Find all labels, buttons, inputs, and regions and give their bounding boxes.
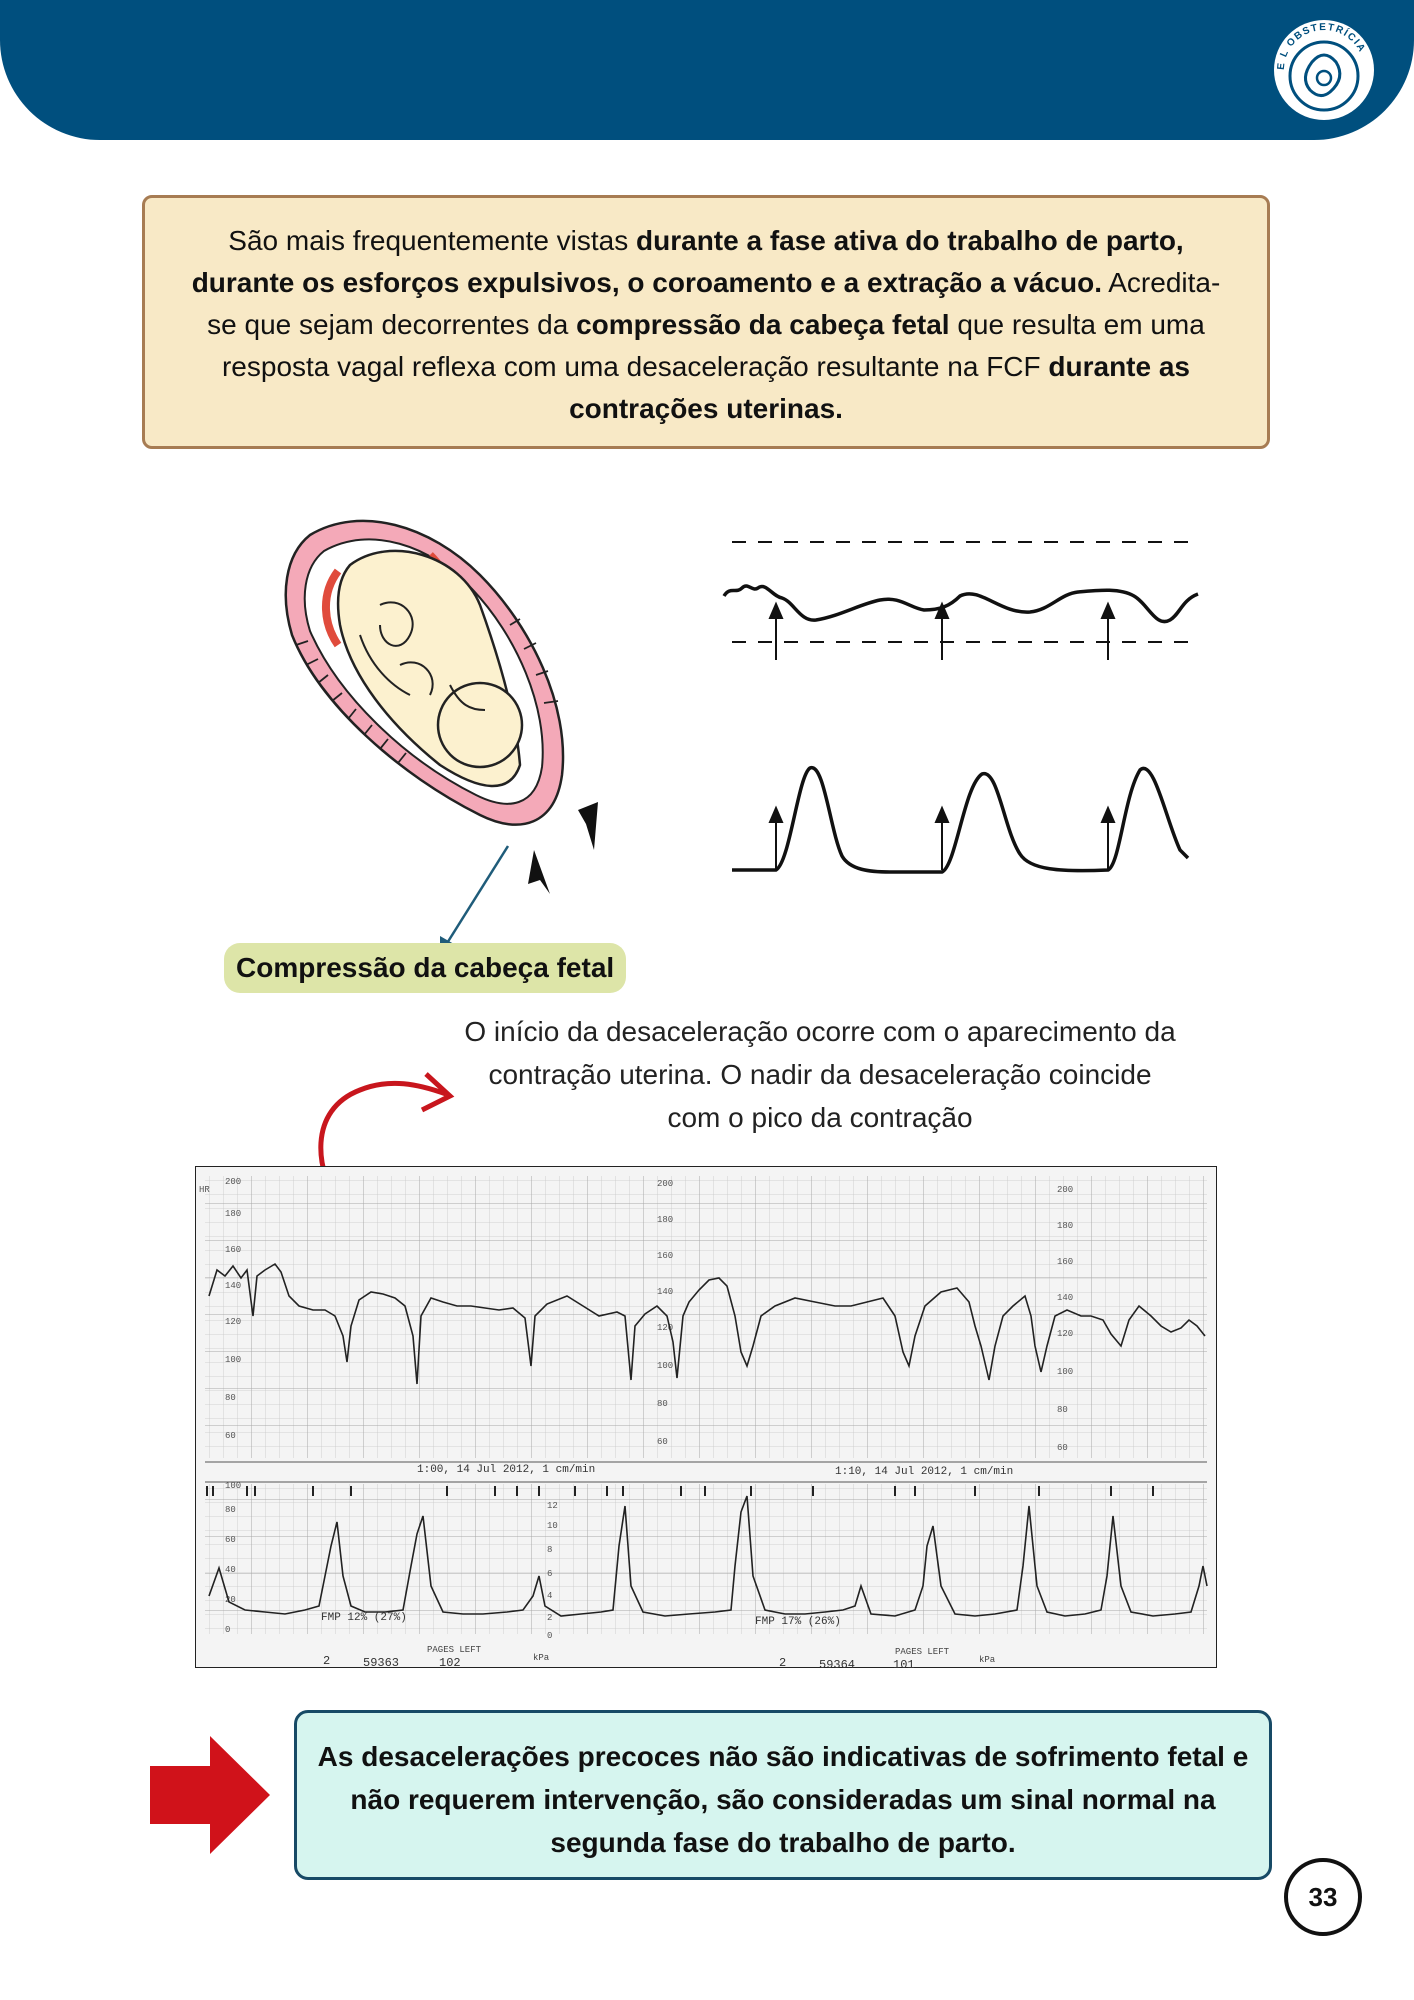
info-bold-2: compressão da cabeça fetal <box>576 309 950 340</box>
info-text-3: que resulta em uma resposta vagal reflexa com uma desaceleração resultante na FCF <box>221 309 1205 382</box>
fhr-scale-mid-2: 160 <box>657 1251 674 1261</box>
info-bold-3: durante as contrações uterinas. <box>569 351 1191 424</box>
hr-label: HR <box>199 1185 210 1195</box>
kpa-label-1: kPa <box>533 1653 550 1663</box>
fhr-scale-right-5: 100 <box>1057 1367 1074 1377</box>
fmp-1: FMP 12% (27%) <box>321 1612 407 1624</box>
kpa-label-2: kPa <box>979 1655 996 1665</box>
kpa-scale-2: 8 <box>547 1545 553 1555</box>
info-bold-1: durante a fase ativa do trabalho de parto, durante os esforços expulsivos, o coroamento e a extração a vácuo. <box>191 225 1184 298</box>
fhr-scale-mid-4: 120 <box>657 1323 674 1333</box>
toco-scale-5: 0 <box>225 1625 231 1635</box>
fhr-scale-right-6: 80 <box>1057 1405 1068 1415</box>
footer-num-1: 2 <box>323 1654 331 1668</box>
pages-2: 101 <box>893 1658 915 1668</box>
fhr-scale-right-4: 120 <box>1057 1329 1074 1339</box>
info-text-2: Acredita-se que sejam decorrentes da <box>207 267 1221 340</box>
schematic-diagram <box>720 530 1200 880</box>
fhr-scale-mid-3: 140 <box>657 1287 674 1297</box>
fhr-scale-mid-1: 180 <box>657 1215 674 1225</box>
toco-scale-1: 80 <box>225 1505 236 1515</box>
fhr-scale-left-7: 60 <box>225 1431 236 1441</box>
toco-scale-3: 40 <box>225 1565 236 1575</box>
kpa-scale-3: 6 <box>547 1569 553 1579</box>
fhr-scale-mid-7: 60 <box>657 1437 668 1447</box>
pointer-arrow <box>430 840 530 960</box>
compression-arrowheads <box>520 800 610 900</box>
ctg-timestamp-1: 1:00, 14 Jul 2012, 1 cm/min <box>417 1464 596 1476</box>
info-box <box>142 195 1270 449</box>
fhr-scale-right-1: 180 <box>1057 1221 1074 1231</box>
fhr-scale-left-1: 180 <box>225 1209 242 1219</box>
fmp-2: FMP 17% (26%) <box>755 1616 841 1628</box>
kpa-scale-6: 0 <box>547 1631 553 1641</box>
fhr-scale-left-2: 160 <box>225 1245 242 1255</box>
fhr-scale-right-3: 140 <box>1057 1293 1074 1303</box>
serial-2: 59364 <box>819 1658 856 1668</box>
toco-scale-2: 60 <box>225 1535 236 1545</box>
fhr-scale-mid-0: 200 <box>657 1179 674 1189</box>
header-band <box>0 0 1414 140</box>
fhr-scale-left-6: 80 <box>225 1393 236 1403</box>
info-text-1: São mais frequentemente vistas <box>228 225 637 256</box>
kpa-scale-1: 10 <box>547 1521 558 1531</box>
fhr-scale-right-2: 160 <box>1057 1257 1074 1267</box>
fhr-scale-right-0: 200 <box>1057 1185 1074 1195</box>
kpa-scale-4: 4 <box>547 1591 553 1601</box>
ctg-timestamp-2: 1:10, 14 Jul 2012, 1 cm/min <box>835 1466 1014 1478</box>
pages-left-1: PAGES LEFT <box>427 1645 482 1655</box>
red-block-arrow <box>150 1736 270 1854</box>
fhr-scale-left-5: 100 <box>225 1355 242 1365</box>
kpa-scale-0: 12 <box>547 1501 558 1511</box>
pages-1: 102 <box>439 1656 461 1668</box>
fhr-scale-right-7: 60 <box>1057 1443 1068 1453</box>
pages-left-2: PAGES LEFT <box>895 1647 950 1657</box>
toco-scale-4: 20 <box>225 1595 236 1605</box>
head-compression-label: Compressão da cabeça fetal <box>224 943 626 993</box>
caption: O início da desaceleração ocorre com o aparecimento da contração uterina. O nadir da desaceleração coincide com o pico da contração <box>464 1016 1176 1133</box>
footer-num-2: 2 <box>779 1656 787 1668</box>
serial-1: 59363 <box>363 1656 400 1668</box>
page-number: 33 <box>1284 1858 1362 1936</box>
toco-scale-0: 100 <box>225 1481 242 1491</box>
logo <box>1272 18 1376 122</box>
conclusion-box: As desacelerações precoces não são indicativas de sofrimento fetal e não requerem intervenção, são consideradas um sinal normal na segunda fase do trabalho de parto. <box>294 1710 1272 1880</box>
logo-text: E L OBSTETRÍCIA <box>1275 21 1368 71</box>
fhr-scale-left-3: 140 <box>225 1281 242 1291</box>
fhr-scale-mid-6: 80 <box>657 1399 668 1409</box>
fhr-scale-left-0: 200 <box>225 1177 242 1187</box>
ctg-strip <box>195 1166 1217 1668</box>
kpa-scale-5: 2 <box>547 1613 553 1623</box>
fhr-scale-mid-5: 100 <box>657 1361 674 1371</box>
fhr-scale-left-4: 120 <box>225 1317 242 1327</box>
